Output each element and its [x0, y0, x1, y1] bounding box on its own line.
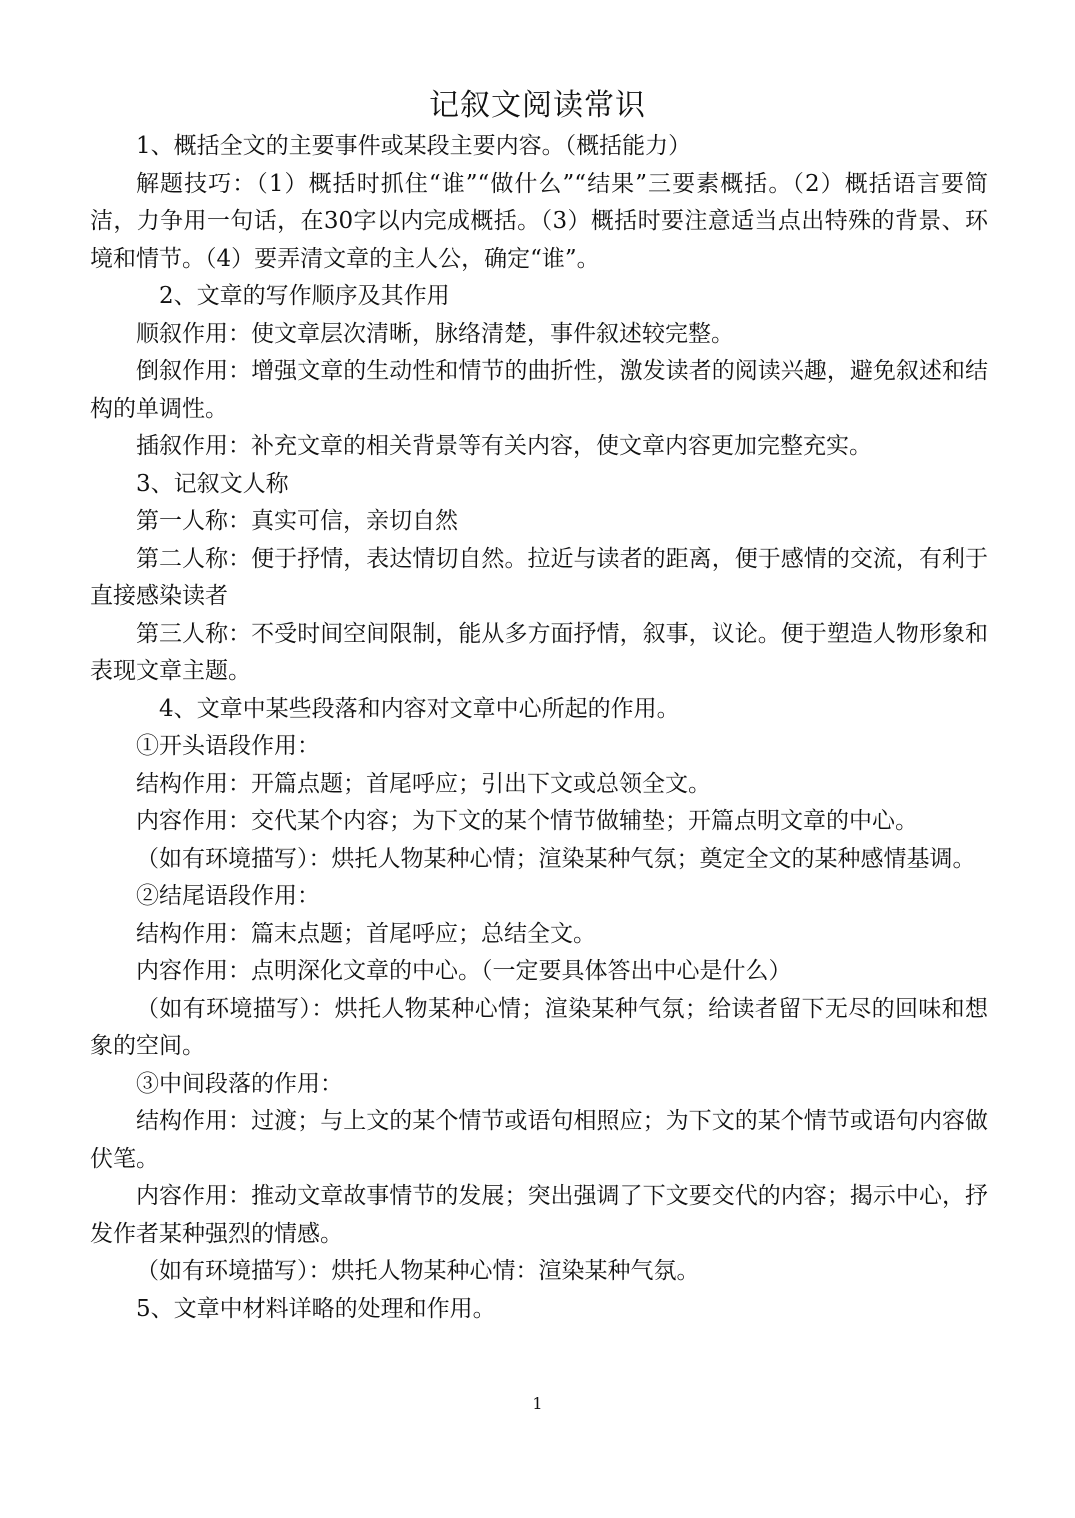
- middle-paragraph-heading: ③中间段落的作用：: [136, 1070, 343, 1097]
- section-3-heading: 3、记叙文人称: [136, 470, 289, 497]
- document-body: [90, 128, 988, 1328]
- middle-content-effect: 内容作用：推动文章故事情节的发展；突出强调了下文要交代的内容；揭示中心，抒发作者某种强烈的情感。: [90, 1183, 988, 1247]
- page-number: 1: [532, 1394, 543, 1413]
- middle-structure-effect: 结构作用：过渡；与上文的某个情节或语句相照应；为下文的某个情节或语句内容做伏笔。: [90, 1108, 988, 1172]
- opening-paragraph-heading: ①开头语段作用：: [136, 733, 320, 759]
- ending-content-effect: 内容作用：点明深化文章的中心。（一定要具体答出中心是什么）: [136, 958, 792, 984]
- section-4-heading: 4、文章中某些段落和内容对文章中心所起的作用。: [159, 695, 680, 722]
- opening-structure-effect: 结构作用：开篇点题；首尾呼应；引出下文或总领全文。: [136, 770, 711, 797]
- second-person-note: 第二人称：便于抒情，表达情切自然。拉近与读者的距离，便于感情的交流，有利于直接感染读者: [90, 545, 988, 609]
- ending-environment-effect: （如有环境描写）：烘托人物某种心情；渲染某种气氛；给读者留下无尽的回味和想象的空间。: [90, 995, 988, 1059]
- document-title: 记叙文阅读常识: [429, 88, 646, 123]
- opening-content-effect: 内容作用：交代某个内容；为下文的某个情节做辅垫；开篇点明文章的中心。: [136, 808, 918, 834]
- ending-paragraph-heading: ②结尾语段作用：: [136, 883, 320, 909]
- third-person-note: 第三人称：不受时间空间限制，能从多方面抒情，叙事，议论。便于塑造人物形象和表现文章主题。: [90, 620, 988, 684]
- section-1-tips: 解题技巧：（1）概括时抓住“谁”“做什么”“结果”三要素概括。（2）概括语言要简洁，力争用一句话，在30字以内完成概括。（3）概括时要注意适当点出特殊的背景、环境和情节。（4）要弄清文章的主人公，确定“谁”。: [90, 170, 988, 272]
- section-2-heading: 2、文章的写作顺序及其作用: [159, 283, 450, 309]
- interpolated-narration-effect: 插叙作用：补充文章的相关背景等有关内容，使文章内容更加完整充实。: [136, 433, 872, 459]
- first-person-note: 第一人称：真实可信，亲切自然: [136, 508, 458, 534]
- ending-structure-effect: 结构作用：篇末点题；首尾呼应；总结全文。: [136, 920, 596, 947]
- section-1-heading: 1、概括全文的主要事件或某段主要内容。（概括能力）: [136, 133, 692, 159]
- opening-environment-effect: （如有环境描写）：烘托人物某种心情；渲染某种气氛；奠定全文的某种感情基调。: [136, 845, 976, 872]
- section-5-heading: 5、文章中材料详略的处理和作用。: [136, 1295, 496, 1322]
- chronological-narration-effect: 顺叙作用：使文章层次清晰，脉络清楚，事件叙述较完整。: [136, 320, 734, 347]
- flashback-effect: 倒叙作用：增强文章的生动性和情节的曲折性，激发读者的阅读兴趣，避免叙述和结构的单调性。: [90, 358, 988, 422]
- middle-environment-effect: （如有环境描写）：烘托人物某种心情：渲染某种气氛。: [136, 1258, 700, 1284]
